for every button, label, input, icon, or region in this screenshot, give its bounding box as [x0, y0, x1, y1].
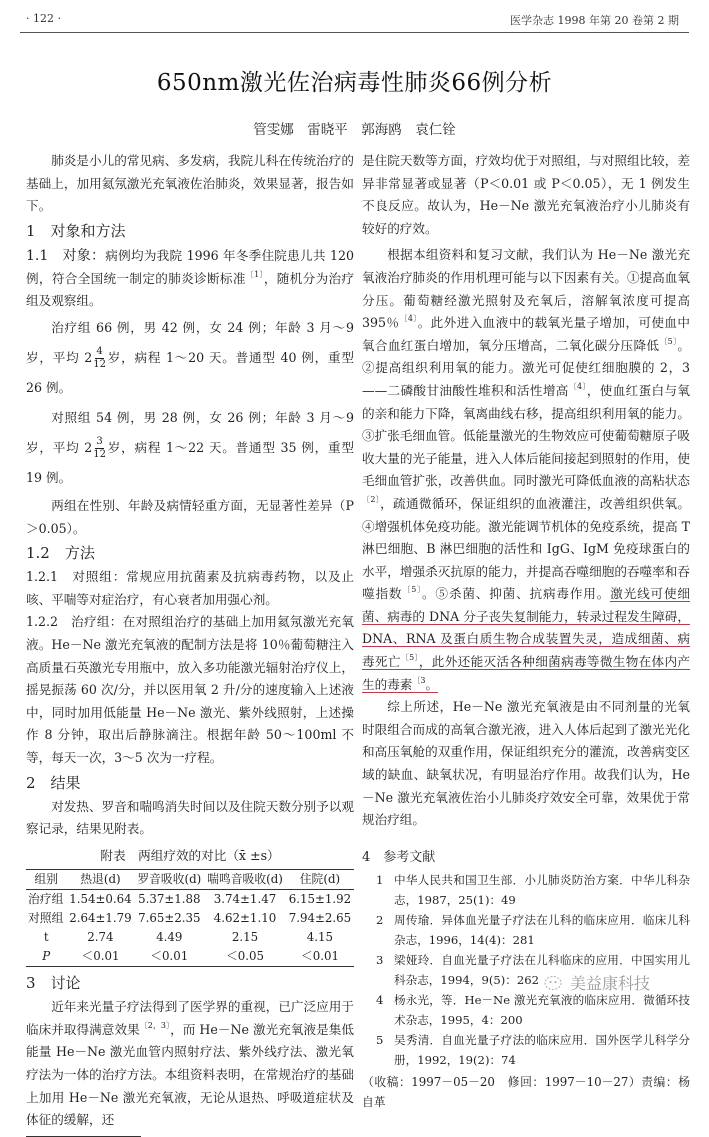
comparison-paragraph — [26, 495, 354, 540]
section-3-heading: 3 讨论 — [26, 974, 81, 993]
text-run: ，随机分为治疗组及观察组。 — [26, 270, 355, 309]
control-group-paragraph — [26, 403, 354, 493]
reference-list — [362, 870, 690, 1070]
table-cell: t — [43, 930, 49, 945]
reference-text: 吴秀清．自血光量子疗法的临床应用．国外医学儿科学分册，1992，19(2)：74 — [394, 1032, 690, 1067]
table-header-row — [26, 870, 354, 890]
citation-superscript: 〔5〕 — [402, 585, 422, 595]
text-run: 治疗组 66 例，男 42 例，女 24 例；年龄 3 月～9 岁，平均 2 — [26, 319, 354, 365]
text-run: ，而 He－Ne 激光充氧液是集低能量 He－Ne 激光血管内照射疗法、紫外线疗法、激光氧疗法为一体的治疗方法。本组资料表明，在常规治疗的基础上加用 He－Ne 激光充氧液，无论从退热、呼吸道症状及体征的缓解，还 — [26, 1021, 355, 1128]
citation-superscript: 〔1〕 — [245, 269, 264, 279]
text-run: 。②提高组织利用氧的能力。激光可促使红细胞膜的 2，3——二磷酸甘油酸性堆积和活性增高 — [362, 337, 691, 398]
underlined-citation — [412, 677, 425, 693]
table-caption: 附表 两组疗效的对比（x̄ ±s） — [100, 847, 280, 863]
text-run: 两组在性别、年龄及病情轻重方面，无显著性差异（P＞0.05）。 — [26, 497, 354, 536]
section-1-1-number: 1.1 — [26, 247, 49, 264]
underlined-text: 激光线可使细菌、病毒的 DNA 分子丧失复制能力，转录过程发生障碍，DNA、RNA 及蛋白质生物合成装置失灵，造成细菌、病毒死亡 — [362, 586, 691, 670]
reference-item — [362, 910, 690, 950]
table-cell: ＜0.01 — [81, 949, 120, 964]
discussion-continued-paragraph — [362, 150, 690, 240]
fraction-numerator: 4 — [96, 345, 103, 357]
fraction — [93, 437, 106, 460]
header-rule — [20, 32, 689, 33]
table-row — [26, 890, 354, 910]
citation-superscript: 〔4〕 — [568, 381, 587, 391]
fraction-denominator: 12 — [93, 448, 106, 460]
received-revised-dates: （收稿：1997－05－20 修回：1997－10－27）责编：杨自革 — [362, 1074, 690, 1109]
text-run: 肺炎是小儿的常见病、多发病，我院儿科在传统治疗的基础上，加用氦氖激光充氧液佐治肺炎，效果显著，报告如下。 — [26, 153, 354, 214]
summary-paragraph — [362, 696, 690, 832]
treatment-group-paragraph — [26, 313, 354, 403]
citation-superscript: 〔2，3〕 — [139, 1020, 171, 1030]
citation-superscript: 〔5〕 — [400, 653, 419, 663]
text-run: 。⑤杀菌、抑菌、抗病毒作用。 — [421, 586, 611, 602]
section-1-2-heading: 1.2 方法 — [26, 544, 95, 563]
citation-superscript: 〔3 — [412, 675, 426, 685]
table-cell: ＜0.01 — [150, 949, 189, 964]
text-run: 1.2.2 治疗组：在对照组治疗的基础上加用氦氖激光充氧液。He－Ne 激光充氧液的配制方法是将 10％葡萄糖注入高质量石英激光专用瓶中，放入多功能激光辐射治疗仪上，摇晃振荡 60 次/分，并以医用氧 2 升/分的速度输入上述液中，同时加用低能量 He－Ne 激光、紫外线照射，上述操作 8 分钟，取出后静脉滴注。根据年龄 50～100ml 不等，每天一次，3～5 次为一疗程。 — [26, 614, 354, 765]
table-cell: 4.15 — [306, 930, 334, 945]
citation-superscript: 〔2〕 — [362, 494, 381, 504]
table-cell: 2.74 — [87, 930, 114, 945]
text-run: ，疏通微循环，保证组织的血液灌注，改善组织供氧。④增强机体免疫功能。激光能调节机体的免疫系统，提高 T 淋巴细胞、B 淋巴细胞的活性和 IgG、IgM 免疫球蛋白的水平，增强杀灭抗原的能力，并提高吞噬细胞的吞噬率和吞噬指数 — [362, 495, 691, 602]
text-run: 1.2.1 对照组：常规应用抗菌素及抗病毒药物，以及止咳、平喘等对症治疗，有心衰者加用强心剂。 — [26, 569, 354, 607]
reference-text: 梁娅玲．自血光量子疗法在儿科临床的应用．中国实用儿科杂志，1994，9(5)：262 — [394, 952, 690, 987]
reference-item — [362, 1030, 690, 1070]
page-number: · 122 · — [26, 12, 61, 25]
reference-number: 4 — [376, 992, 384, 1007]
right-column — [362, 150, 690, 1112]
citation-superscript: 〔4〕 — [399, 314, 418, 324]
wechat-logo-icon — [544, 975, 566, 993]
underlined-text: ，此外还能灭活各种细菌病毒等微生物在体内产生的毒素 — [362, 654, 691, 692]
table-header: 组别 — [34, 872, 58, 887]
text-run: 综上所述，He－Ne 激光充氧液是由不同剂量的光氧时限组合而成的高氧合激光液，进入人体后起到了激光光化和高压氧舱的双重作用，保证组织充分的灌流，改善病变区域的缺血、缺氧状况，有明显治疗作用。故我们认为，He－Ne 激光充氧液佐治小儿肺炎疗效安全可靠，效果优于常规治疗组。 — [362, 699, 690, 828]
section-1-2-1-paragraph — [26, 566, 354, 611]
table-row — [26, 909, 354, 928]
reference-text: 中华人民共和国卫生部．小儿肺炎防治方案．中华儿科杂志，1987，25(1)：49 — [394, 872, 690, 907]
fraction — [93, 347, 106, 370]
reference-item — [362, 870, 690, 910]
reference-number: 1 — [376, 872, 384, 887]
fraction-denominator: 12 — [93, 358, 106, 370]
underlined-text: 。 — [425, 676, 439, 692]
table-cell: 4.49 — [156, 930, 183, 945]
table-cell: 1.54±0.64 — [69, 892, 132, 907]
table-cell: 3.74±1.47 — [213, 892, 277, 907]
table-cell: 治疗组 — [28, 892, 64, 907]
references-heading: 4 参考文献 — [362, 849, 436, 865]
text-run: 根据本组资料和复习文献，我们认为 He－Ne 激光充氧液治疗肺炎的作用机理可能与以下因素有关。①提高血氧分压。葡萄糖经激光照射及充氧后，溶解氧浓度可提高 395％ — [362, 247, 690, 331]
table-cell: 7.94±2.65 — [288, 911, 352, 926]
journal-issue: 医学杂志 1998 年第 20 卷第 2 期 — [510, 14, 679, 27]
text-run: ，使血红蛋白与氧的亲和能力下降，氧离曲线右移，提高组织利用氧的能力。③扩张毛细血管。低能量激光的生物效应可使葡萄糖原子吸收大量的光子能量，进入人体后能间接起到照射的作用，使毛细血管扩张，改善供血。同时激光可降低血液的高粘状态 — [362, 382, 691, 489]
text-run: 岁，病程 1～20 天。普通型 40 例，重型 26 例。 — [26, 349, 354, 395]
table-cell: 4.62±1.10 — [213, 911, 277, 926]
underlined-citation — [401, 654, 419, 670]
reference-text: 杨永光，等．He－Ne 激光充氧液的临床应用．微循环技术杂志，1995，4：200 — [394, 992, 690, 1027]
text-run: 对发热、罗音和喘鸣消失时间以及住院天数分别予以观察记录，结果见附表。 — [26, 798, 354, 837]
table-header: 热退(d) — [80, 872, 121, 887]
section-1-heading: 1 对象和方法 — [26, 221, 126, 240]
table-header: 罗音吸收(d) — [137, 872, 202, 887]
table-cell: P — [42, 949, 51, 964]
reference-text: 周传瑜．异体血光量子疗法在儿科的临床应用．临床儿科杂志，1996，14(4)：281 — [394, 912, 690, 947]
authors: 管雯娜 雷晓平 郭海鸥 袁仁铨 — [253, 122, 456, 138]
discussion-paragraph — [26, 996, 354, 1132]
table-header: 喘鸣音吸收(d) — [207, 872, 283, 887]
table-header: 住院(d) — [299, 872, 341, 887]
table-cell: 6.15±1.92 — [288, 892, 352, 907]
text-run: 岁，病程 1～22 天。普通型 35 例，重型 19 例。 — [26, 439, 354, 485]
table-cell: 2.15 — [231, 930, 259, 945]
article-title: 650nm激光佐治病毒性肺炎66例分析 — [156, 70, 553, 96]
left-column — [26, 150, 354, 1137]
watermark-text: 美益康科技 — [570, 974, 651, 993]
reference-number: 3 — [376, 952, 384, 967]
table-cell: 2.64±1.79 — [69, 911, 132, 926]
reference-number: 2 — [376, 912, 384, 927]
table-row — [26, 947, 354, 967]
table-row — [26, 928, 354, 947]
table-cell: 7.65±2.35 — [138, 911, 201, 926]
results-paragraph — [26, 796, 354, 841]
results-table — [26, 869, 354, 967]
text-run: 近年来光量子疗法得到了医学界的重视，已广泛应用于临床并取得满意效果 — [26, 999, 354, 1037]
table-cell: ＜0.05 — [225, 949, 265, 964]
table-cell: 对照组 — [28, 911, 64, 926]
reference-number: 5 — [376, 1032, 384, 1047]
fraction-numerator: 3 — [96, 435, 103, 447]
section-2-heading: 2 结果 — [26, 773, 81, 792]
section-1-1-paragraph — [26, 244, 354, 313]
text-run: 。此外进入血液中的载氧光量子增加，可使血中氧合血红蛋白增加，氧分压增高，二氧化碳分压降低 — [362, 315, 690, 353]
reference-item — [362, 990, 690, 1030]
section-1-1-label: 对象： — [62, 247, 106, 264]
table-cell: ＜0.01 — [300, 949, 339, 964]
mechanism-paragraph — [362, 244, 690, 696]
table-cell: 5.37±1.88 — [138, 892, 201, 907]
text-run: 病例均为我院 1996 年冬季住院患儿共 120 例，符合全国统一制定的肺炎诊断标准 — [26, 247, 354, 286]
intro-paragraph — [26, 150, 354, 218]
citation-superscript: 〔5〕 — [659, 336, 678, 346]
text-run: 对照组 54 例，男 28 例，女 26 例；年龄 3 月～9 岁，平均 2 — [26, 409, 354, 455]
section-1-2-2-paragraph — [26, 611, 354, 769]
text-run: 是住院天数等方面，疗效均优于对照组，与对照组比较，差异非常显著或显著（P＜0.01 或 P＜0.05），无 1 例发生不良反应。故认为，He－Ne 激光充氧液治疗小儿肺炎有较好的疗效。 — [362, 153, 690, 236]
